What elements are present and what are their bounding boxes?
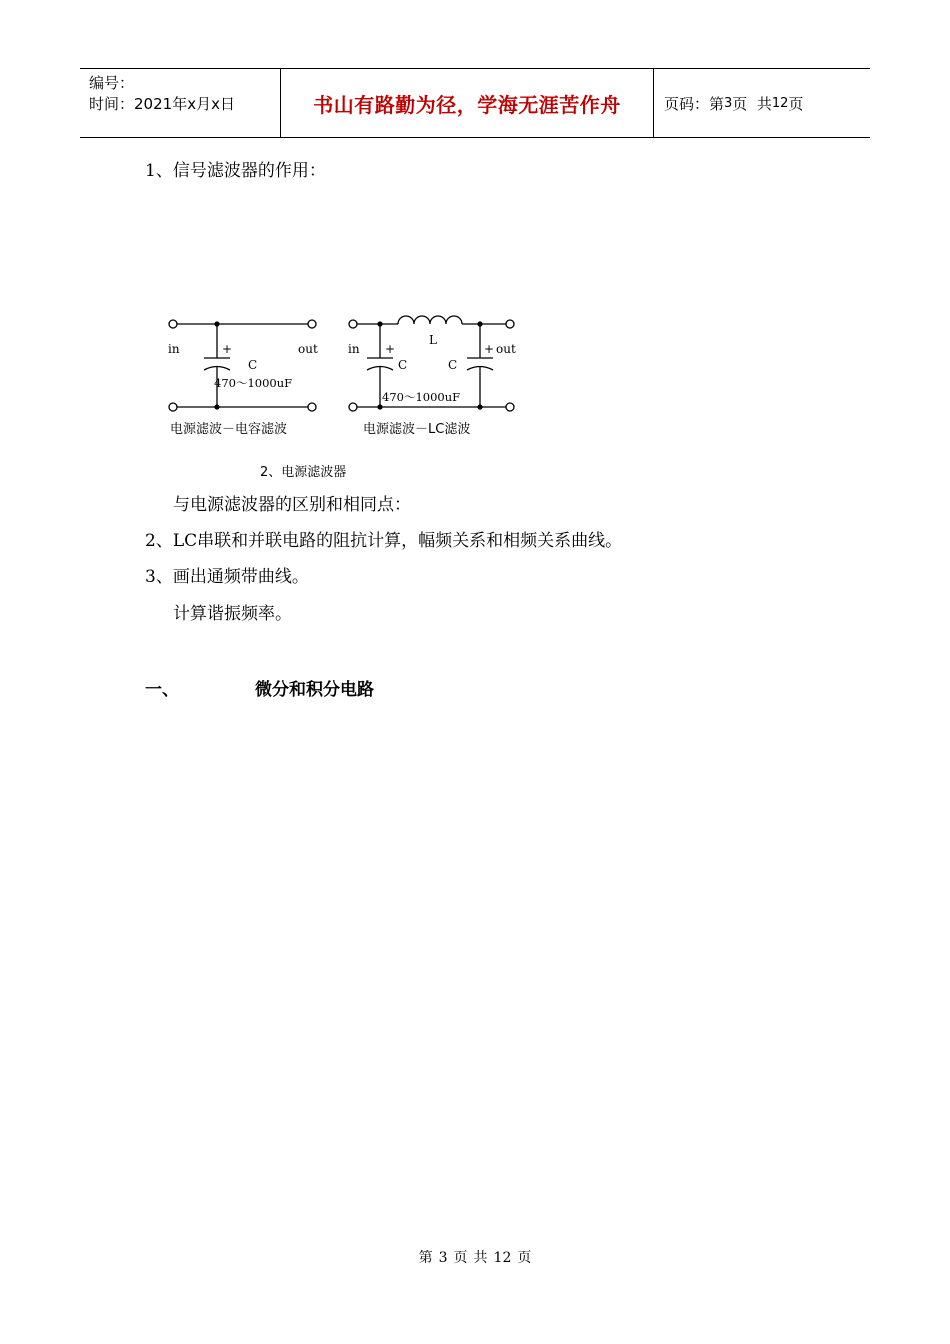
footer-total-word: 共: [473, 1250, 488, 1266]
page-footer: [0, 1247, 950, 1267]
time-line: [89, 94, 280, 115]
right-out-label: out: [496, 342, 516, 356]
footer-prefix: 第: [418, 1250, 433, 1266]
right-value-label: 470～1000uF: [382, 390, 461, 404]
page-label: 页码：第: [664, 94, 725, 113]
page-total: 12: [771, 95, 789, 111]
number-label: 编号：: [89, 74, 135, 92]
item-3: 3、画出通频带曲线。: [145, 567, 309, 587]
left-in-terminal-bottom: [169, 403, 177, 411]
left-out-terminal-bottom: [308, 403, 316, 411]
item-2: 2、LC串联和并联电路的阻抗计算，幅频关系和相频关系曲线。: [145, 531, 623, 551]
inductor-label: L: [429, 333, 437, 347]
right-junction-1-top: [377, 321, 382, 326]
item-difference: 与电源滤波器的区别和相同点：: [173, 495, 411, 515]
power-filter-figure: [160, 308, 530, 483]
right-cap2-label: C: [448, 358, 458, 372]
right-in-terminal-top: [349, 320, 357, 328]
footer-page-word: 页: [453, 1250, 468, 1266]
section-title: 微分和积分电路: [255, 680, 374, 700]
left-cap-label: C: [248, 358, 258, 372]
footer-page-total: 12: [493, 1250, 512, 1266]
right-out-terminal-bottom: [506, 403, 514, 411]
left-out-label: out: [298, 342, 318, 356]
header-motto-cell: [281, 69, 654, 137]
right-in-terminal-bottom: [349, 403, 357, 411]
right-junction-2-bottom: [477, 404, 482, 409]
inductor-coil: [398, 316, 462, 324]
right-junction-1-bottom: [377, 404, 382, 409]
left-out-terminal-top: [308, 320, 316, 328]
page-number: 3: [724, 95, 733, 111]
time-value: 2021年x月x日: [134, 95, 235, 113]
left-value-label: 470～1000uF: [214, 376, 293, 390]
right-plus1-label: +: [385, 342, 396, 356]
page-mid: 页 共: [732, 94, 772, 113]
header-meta-cell: [80, 69, 281, 137]
footer-end: 页: [517, 1250, 532, 1266]
time-label: 时间：: [89, 95, 135, 113]
right-out-terminal-top: [506, 320, 514, 328]
item-resonance: 计算谐振频率。: [173, 604, 292, 624]
item-1: 1、信号滤波器的作用：: [145, 161, 326, 181]
page-end: 页: [788, 94, 804, 113]
right-caption: 电源滤波－LC滤波: [363, 422, 471, 437]
left-in-terminal-top: [169, 320, 177, 328]
right-cap1-label: C: [398, 358, 408, 372]
left-junction-bottom: [214, 404, 219, 409]
right-junction-2-top: [477, 321, 482, 326]
figure-caption: 2、电源滤波器: [260, 465, 347, 480]
left-in-label: in: [168, 342, 180, 356]
right-plus2-label: +: [484, 342, 495, 356]
page-header: [80, 68, 870, 138]
left-caption: 电源滤波－电容滤波: [170, 422, 288, 437]
header-motto: 书山有路勤为径，学海无涯苦作舟: [313, 92, 621, 117]
footer-page-number: 3: [438, 1250, 448, 1266]
section-number: 一、: [145, 680, 179, 700]
header-page-cell: [654, 69, 870, 137]
left-junction-top: [214, 321, 219, 326]
right-in-label: in: [348, 342, 360, 356]
left-plus-label: +: [222, 342, 233, 356]
